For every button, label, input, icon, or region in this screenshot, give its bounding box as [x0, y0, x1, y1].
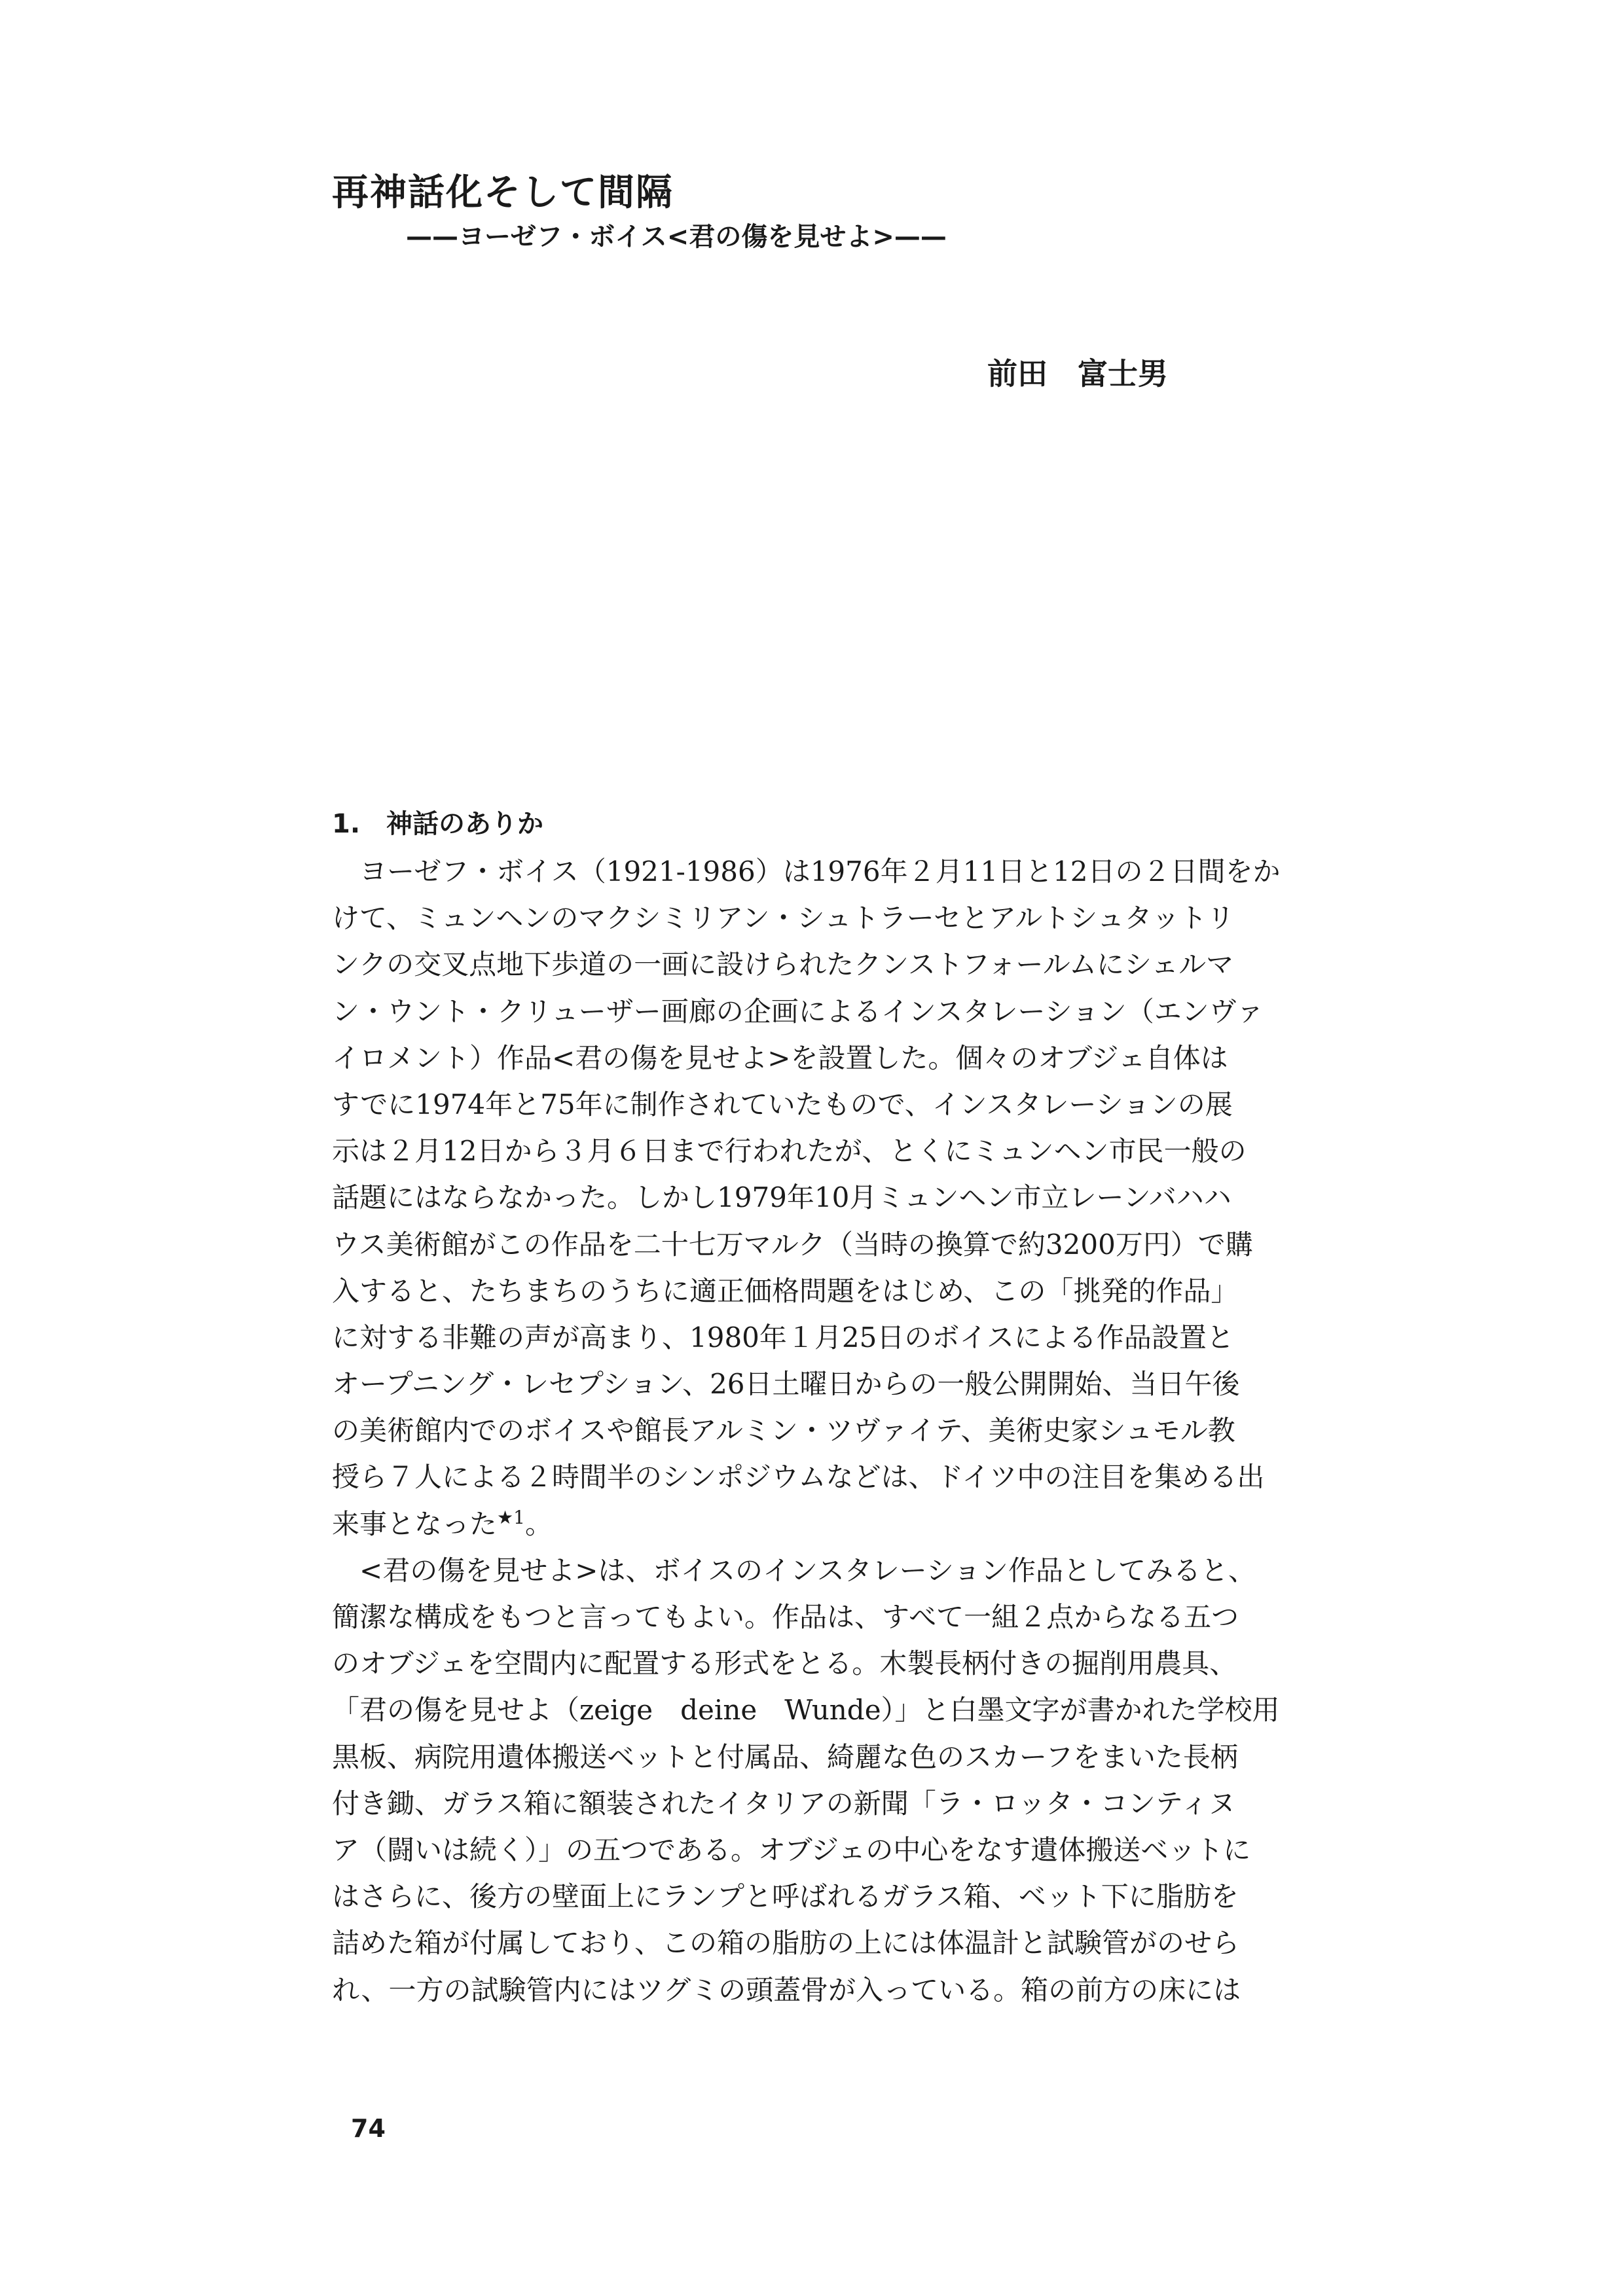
body-line: 簡潔な構成をもつと言ってもよい。作品は、すべて一組２点からなる五つ — [332, 1601, 1239, 1633]
body-line: のオブジェを空間内に配置する形式をとる。木製長柄付きの掘削用農具、 — [332, 1647, 1237, 1680]
body-line: すでに1974年と75年に制作されていたもので、インスタレーションの展 — [332, 1088, 1233, 1121]
author-name: 前田 富士男 — [987, 356, 1168, 391]
body-line: ア（闘いは続く）」の五つである。オブジェの中心をなす遺体搬送ベットに — [332, 1833, 1251, 1866]
body-line: 入すると、たちまちのうちに適正価格問題をはじめ、この「挑発的作品」 — [332, 1274, 1239, 1307]
body-line: ン・ウント・クリューザー画廊の企画によるインスタレーション（エンヴァ — [332, 995, 1264, 1028]
body-line: 詰めた箱が付属しており、この箱の脂肪の上には体温計と試験管がのせら — [332, 1927, 1240, 1960]
body-line: 「君の傷を見せよ（zeige deine Wunde）」と白墨文字が書かれた学校用 — [332, 1694, 1280, 1727]
body-line: 黒板、病院用遺体搬送ベットと付属品、綺麗な色のスカーフをまいた長柄 — [332, 1740, 1238, 1773]
body-line-end: 。 — [524, 1507, 553, 1540]
body-text — [332, 848, 1281, 2013]
body-line: 付き鋤、ガラス箱に額装されたイタリアの新聞「ラ・ロッタ・コンティヌ — [332, 1787, 1236, 1820]
body-line: 話題にはならなかった。しかし1979年10月ミュンヘン市立レーンバハハ — [332, 1181, 1231, 1214]
body-line: オープニング・レセプション、26日土曜日からの一般公開開始、当日午後 — [332, 1368, 1240, 1401]
body-line: イロメント）作品<君の傷を見せよ>を設置した。個々のオブジェ自体は — [332, 1041, 1228, 1074]
body-line: ヨーゼフ・ボイス（1921-1986）は1976年２月11日と12日の２日間をか — [359, 855, 1281, 888]
footnote-marker[interactable]: ★1 — [497, 1506, 525, 1528]
section-heading: 1. 神話のありか — [332, 809, 544, 839]
body-line: ンクの交叉点地下歩道の一画に設けられたクンストフォールムにシェルマ — [332, 948, 1234, 981]
body-line: けて、ミュンヘンのマクシミリアン・シュトラーセとアルトシュタットリ — [332, 902, 1235, 935]
body-line: はさらに、後方の壁面上にランプと呼ばれるガラス箱、ベット下に脂肪を — [332, 1880, 1239, 1913]
body-line: 示は２月12日から３月６日まで行われたが、とくにミュンヘン市民一般の — [332, 1135, 1247, 1168]
body-line: 授ら７人による２時間半のシンポジウムなどは、ドイツ中の注目を集める出 — [332, 1461, 1265, 1494]
article-subtitle: ——ヨーゼフ・ボイス<君の傷を見せよ>—— — [406, 222, 947, 252]
body-line: れ、一方の試験管内にはツグミの頭蓋骨が入っている。箱の前方の床には — [332, 1973, 1241, 2006]
article-title: 再神話化そして間隔 — [332, 171, 674, 214]
body-line-last — [332, 1501, 1222, 1547]
body-line: <君の傷を見せよ>は、ボイスのインスタレーション作品としてみると、 — [359, 1554, 1256, 1587]
body-line-text: 来事となった — [332, 1507, 498, 1540]
body-line: の美術館内でのボイスや館長アルミン・ツヴァイテ、美術史家シュモル教 — [332, 1414, 1235, 1447]
body-line: ウス美術館がこの作品を二十七万マルク（当時の換算で約3200万円）で購 — [332, 1228, 1253, 1261]
page-number: 74 — [351, 2114, 386, 2143]
body-line: に対する非難の声が高まり、1980年１月25日のボイスによる作品設置と — [332, 1321, 1234, 1354]
